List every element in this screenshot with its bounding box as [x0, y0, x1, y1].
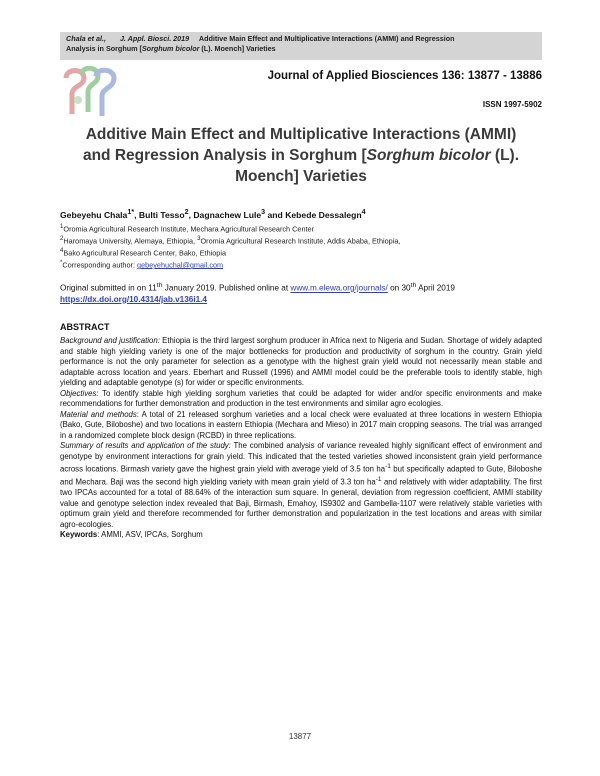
submission-text-1: Original submitted in on 11 — [60, 283, 157, 293]
abstract-objectives — [60, 389, 542, 410]
logo-dot — [74, 96, 82, 104]
submission-sup-2: th — [410, 282, 417, 289]
author-2-sup: 2 — [184, 208, 189, 216]
submission-text-4: April 2019 — [416, 283, 455, 293]
author-list — [60, 208, 366, 220]
journal-url-link[interactable]: www.m.elewa.org/journals/ — [290, 283, 388, 293]
abstract-body — [60, 336, 542, 541]
abstract-keywords — [60, 530, 542, 541]
author-3-sup: 3 — [261, 208, 266, 216]
title-species: Sorghum bicolor — [366, 147, 491, 164]
background-label: Background and justification: — [60, 336, 160, 345]
journal-logo — [62, 64, 122, 119]
title-line-1: Additive Main Effect and Multiplicative Interactions (AMMI) — [85, 126, 517, 143]
header-title-2: Analysis in Sorghum [ — [66, 43, 142, 53]
affiliation-3-text: Oromia Agricultural Research Institute, Addis Ababa, Ethiopia, — [200, 236, 401, 246]
paper-title — [60, 124, 542, 187]
affiliation-2-text: Haromaya University, Alemaya, Ethiopia, — [63, 236, 198, 246]
title-line-2-post: (L). — [490, 147, 520, 164]
summary-text-2: but specifically adapted to Gute, Biloboshe and Mechara. Baji was the second high yielding variety with mean grain yield of 3.3 ton ha — [60, 464, 542, 487]
abstract-heading: ABSTRACT — [60, 322, 110, 332]
affiliation-4-sup: 4 — [60, 247, 64, 254]
issn: ISSN 1997-5902 — [482, 100, 542, 109]
author-1-sup: 1* — [127, 208, 135, 216]
submission-info — [60, 280, 542, 305]
running-header-line-1 — [66, 34, 536, 44]
running-header-line-2 — [66, 44, 536, 54]
methods-text: : A total of 21 released sorghum varieties and a local check were evaluated at three locations in western Ethiopia (Bako, Gute, Biloboshe) and two locations in eastern Ethiopia (Mechara and Mieso) in 2017 main cropping seasons. The trial was arranged in a randomized complete block design (RCBD) in three replications. — [60, 409, 542, 440]
logo-shape-red — [66, 71, 84, 115]
author-4-sup: 4 — [361, 208, 366, 216]
title-line-2-pre: and Regression Analysis in Sorghum [ — [82, 147, 367, 164]
author-4: and Kebede Dessalegn — [265, 209, 362, 220]
corresponding-sup: * — [60, 259, 63, 266]
affiliation-4 — [60, 247, 226, 257]
author-2: , Bulti Tesso — [134, 209, 185, 220]
affiliation-1-text: Oromia Agricultural Research Institute, Mechara Agricultural Research Center — [63, 224, 315, 234]
title-line-2 — [60, 145, 542, 166]
summary-text-1: The combined analysis of variance revealed highly significant effect of environment and genotype by environment interactions for grain yield. This indicated that the tested varieties showed inconsistent grain yield performance across locations. Birmash variety gave the highest grain yield with average yield of 3.5 ton ha — [60, 441, 542, 474]
abstract-summary — [60, 441, 542, 530]
submission-sup-1: th — [156, 282, 163, 289]
affiliation-2-sup: 2 — [60, 235, 64, 242]
doi-link[interactable]: https://dx.doi.org/10.4314/jab.v136i1.4 — [60, 294, 207, 304]
page-number: 13877 — [288, 732, 312, 741]
header-species: Sorghum bicolor — [141, 43, 200, 53]
summary-text-3: and relatively with wider adaptability. The first two IPCAs accounted for a total of 88.64% of the interaction sum square. In general, deviation from regression coefficient, AMMI stability value and genotype selection index revealed that Baji, Birmash, Emahoy, IS9302 and Gambella-1107 were relatively stable varieties with optimum grain yield and therefore recommended for further demonstration and popularization in the test locations and areas with similar agro-ecologies. — [60, 477, 542, 529]
affiliation-2-3 — [60, 235, 400, 245]
header-title-1: Additive Main Effect and Multiplicative Interactions (AMMI) and Regression — [198, 34, 455, 43]
corresponding-label: Corresponding author: — [62, 260, 138, 270]
author-1: Gebeyehu Chala — [60, 209, 128, 220]
journal-name: Journal of Applied Biosciences 136: 13877 - 13886 — [267, 70, 542, 82]
abstract-methods — [60, 410, 542, 442]
running-header — [60, 32, 542, 60]
header-title-3: (L). Moench] Varieties — [199, 43, 276, 53]
summary-label: Summary of results and application of the study: — [60, 441, 231, 450]
header-authors: Chala et al., — [66, 34, 106, 43]
keywords-label: Keywords — [60, 530, 98, 540]
submission-text-3: on 30 — [387, 283, 411, 293]
submission-text-2: January 2019. Published online at — [162, 283, 291, 293]
corresponding-email-link[interactable]: gebeyehuchal@gmail.com — [137, 260, 224, 270]
summary-sup-2: -1 — [375, 476, 382, 484]
affiliation-1 — [60, 223, 314, 233]
objectives-text: To identify stable high yielding sorghum varieties that could be adapted for wider and/or specific environments and make recommendations for further demonstration and production in the test environments and similar agro ecologies. — [60, 388, 542, 408]
methods-label: Material and methods — [60, 409, 137, 419]
abstract-background — [60, 336, 542, 389]
header-journal: J. Appl. Biosci. 2019 — [119, 34, 190, 43]
affiliation-3-sup: 3 — [197, 235, 201, 242]
background-text: Ethiopia is the third largest sorghum producer in Africa next to Nigeria and Sudan. Shortage of widely adapted and stable high yielding variety is one of the major bottlenecks for production and productivity of sorghum in the country. Grain yield performance is not the only parameter for selection as a genotype with the highest grain yield would not necessarily mean stable and adaptable across location and years. Eberhart and Russell (1996) and AMMI model could be the preferable tools to identify stable, high yielding and adaptable genotype (s) for wider or specific environments. — [60, 336, 542, 387]
title-line-3: Moench] Varieties — [235, 168, 367, 185]
objectives-label: Objectives: — [60, 388, 99, 398]
author-3: , Dagnachew Lule — [188, 209, 262, 220]
summary-sup-1: -1 — [385, 463, 391, 470]
affiliation-1-sup: 1 — [60, 223, 64, 230]
affiliation-4-text: Bako Agricultural Research Center, Bako, Ethiopia — [63, 248, 227, 258]
corresponding-author — [60, 259, 223, 269]
keywords-text: : AMMI, ASV, IPCAs, Sorghum — [97, 530, 203, 540]
